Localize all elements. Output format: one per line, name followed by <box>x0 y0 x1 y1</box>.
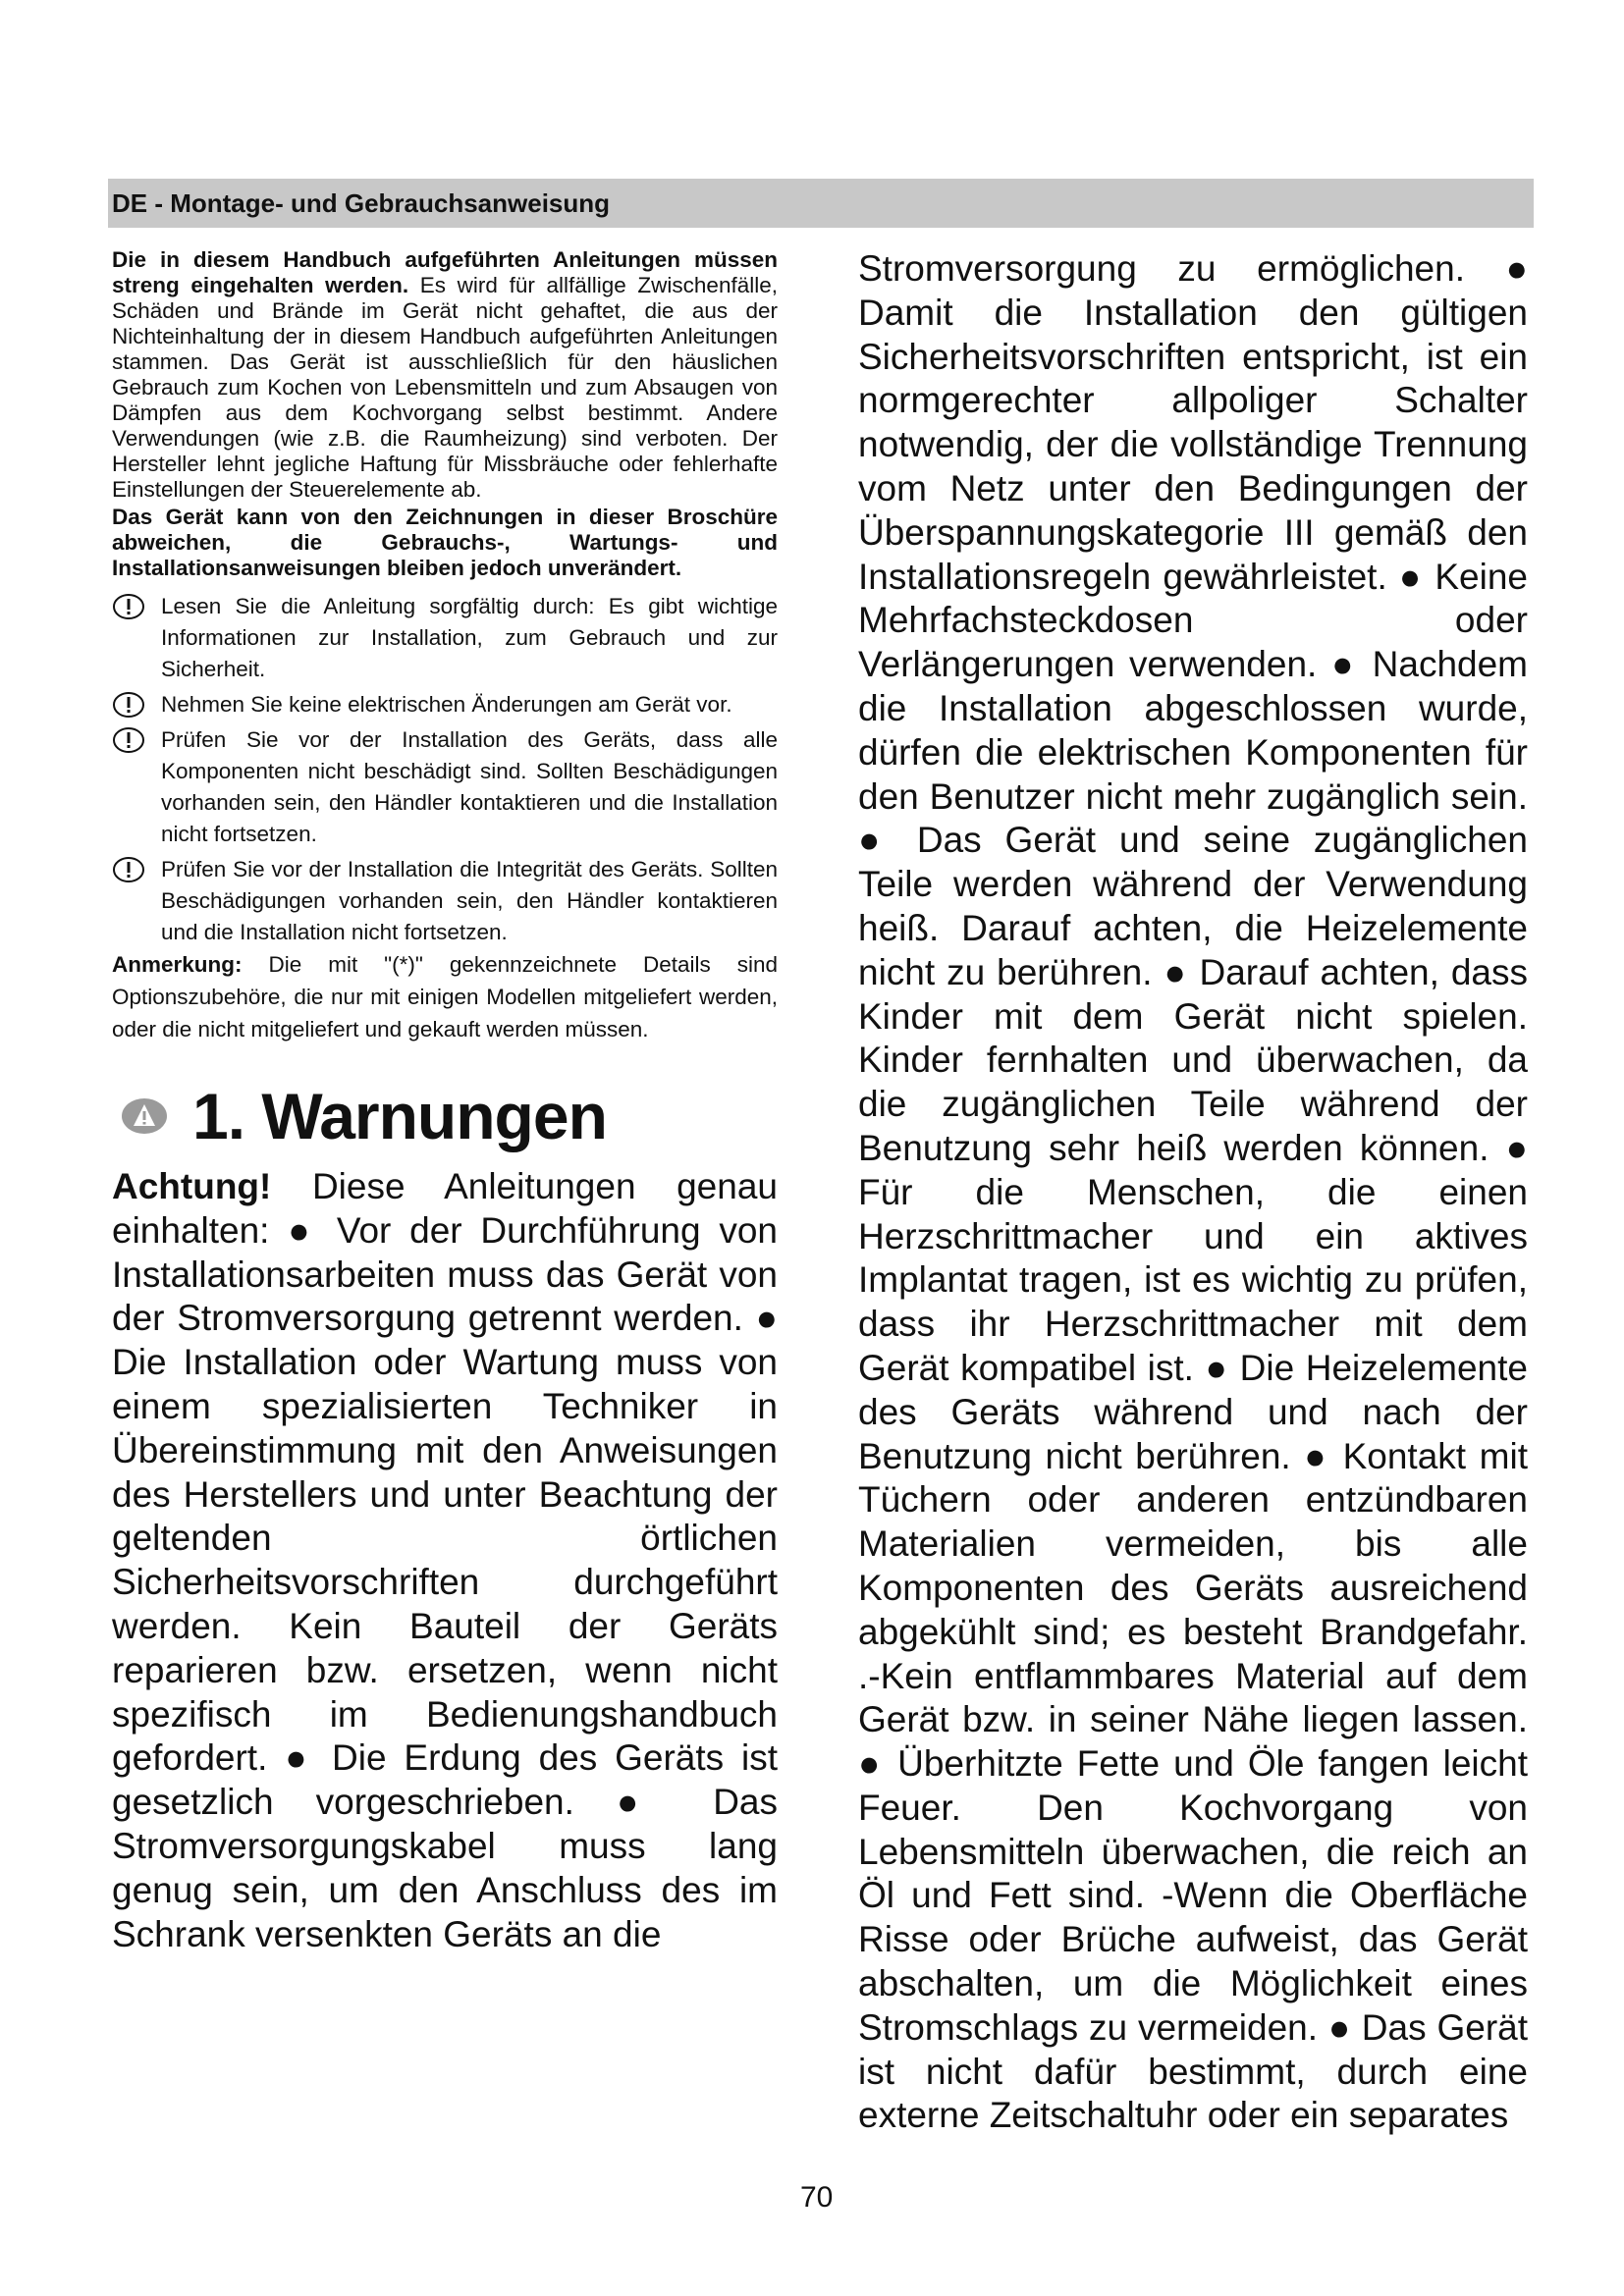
warnings-label: Achtung! <box>112 1166 272 1206</box>
header-title: DE - Montage- und Gebrauchsanweisung <box>112 188 611 218</box>
warnings-text-right: Stromversorgung zu ermöglichen. ● Damit die Installation den gültigen Sicherheitsvorschriften entspricht, ist ein normgerechter allpoliger Schalter notwendig, der die vollständige Trennung vom Netz unter den Bedingungen der Überspannungskategorie III gemäß den Installationsregeln gewährleistet. ● Keine Mehrfachsteckdosen oder Verlängerungen verwenden. ● Nachdem die Installation abgeschlossen wurde, dürfen die elektrischen Komponenten für den Benutzer nicht mehr zugänglich sein. ● Das Gerät und seine zugänglichen Teile werden während der Verwendung heiß. Darauf achten, die Heizelemente nicht zu berühren. ● Darauf achten, dass Kinder mit dem Gerät nicht spielen. Kinder fernhalten und überwachen, da die zugänglichen Teile während der Benutzung sehr heiß werden können. ● Für die Menschen, die einen Herzschrittmacher und ein aktives Implantat tragen, ist es wichtig zu prüfen, dass ihr Herzschrittmacher mit dem Gerät kompatibel ist. ● Die Heizelemente des Geräts während und nach der Benutzung nicht berühren. ● Kontakt mit Tüchern oder anderen entzündbaren Materialien vermeiden, bis alle Komponenten des Geräts ausreichend abgekühlt sind; es besteht Brandgefahr. .-Kein entflammbares Material auf dem Gerät bzw. in seiner Nähe liegen lassen. ● Überhitzte Fette und Öle fangen leicht Feuer. Den Kochvorgang von Lebensmitteln überwachen, die reich an Öl und Fett sind. -Wenn die Oberfläche Risse oder Brüche aufweist, das Gerät abschalten, um die Möglichkeit eines Stromschlags zu vermeiden. ● Das Gerät ist nicht dafür bestimmt, durch eine externe Zeitschaltuhr oder ein separates <box>858 248 1528 2136</box>
info-warning-icon <box>112 691 145 719</box>
page-number: 70 <box>800 2181 834 2214</box>
section-header-bar <box>108 179 1534 228</box>
warning-item <box>112 724 778 850</box>
note-text: Die mit "(*)" gekennzeichnete Details sind Optionszubehöre, die nur mit einigen Modellen mitgeliefert werden, oder die nicht mitgeliefert und gekauft werden müssen. <box>112 952 778 1041</box>
drawing-disclaimer <box>112 505 778 581</box>
note-label: Anmerkung: <box>112 952 243 977</box>
warning-list <box>112 591 778 948</box>
warning-text: Nehmen Sie keine elektrischen Änderungen am Gerät vor. <box>161 692 732 717</box>
intro-bold-end: Das Gerät kann von den Zeichnungen in dieser Broschüre abweichen, die Gebrauchs-, Wartungs- und Installationsanweisungen bleiben jedoch unverändert. <box>112 505 778 580</box>
section-heading <box>112 1067 778 1165</box>
info-warning-icon <box>112 856 145 883</box>
alert-triangle-icon <box>120 1096 169 1136</box>
intro-paragraph <box>112 247 778 503</box>
section-title: 1. Warnungen <box>192 1080 607 1152</box>
warning-item <box>112 689 778 721</box>
right-column <box>858 247 1528 2138</box>
info-warning-icon <box>112 726 145 754</box>
warning-text: Prüfen Sie vor der Installation des Geräts, dass alle Komponenten nicht beschädigt sind. Sollten Beschädigungen vorhanden sein, den Händler kontaktieren und die Installation nicht fortsetzen. <box>161 727 778 846</box>
warning-item <box>112 854 778 948</box>
warnings-body-right <box>858 247 1528 2138</box>
info-warning-icon <box>112 593 145 620</box>
warnings-text-left: Diese Anleitungen genau einhalten: ● Vor der Durchführung von Installationsarbeiten muss das Gerät von der Stromversorgung getrennt werden. ● Die Installation oder Wartung muss von einem spezialisierten Techniker in Übereinstimmung mit den Anweisungen des Herstellers und unter Beachtung der geltenden örtlichen Sicherheitsvorschriften durchgeführt werden. Kein Bauteil der Geräts reparieren bzw. ersetzen, wenn nicht spezifisch im Bedienungshandbuch gefordert. ● Die Erdung des Geräts ist gesetzlich vorgeschrieben. ● Das Stromversorgungskabel muss lang genug sein, um den Anschluss des im Schrank versenkten Geräts an die <box>112 1166 778 1954</box>
intro-bold-start: Die in diesem Handbuch aufgeführten Anleitungen müssen streng eingehalten werden. <box>112 247 778 297</box>
warning-text: Prüfen Sie vor der Installation die Integrität des Geräts. Sollten Beschädigungen vorhanden sein, den Händler kontaktieren und die Installation nicht fortsetzen. <box>161 857 778 944</box>
left-column <box>112 247 778 1956</box>
warning-text: Lesen Sie die Anleitung sorgfältig durch: Es gibt wichtige Informationen zur Installation, zum Gebrauch und zur Sicherheit. <box>161 594 778 681</box>
warning-item <box>112 591 778 685</box>
warnings-body-left <box>112 1165 778 1956</box>
intro-text: Es wird für allfällige Zwischenfälle, Schäden und Brände im Gerät nicht gehaftet, die aus der Nichteinhaltung der in diesem Handbuch aufgeführten Anleitungen stammen. Das Gerät ist ausschließlich für den häuslichen Gebrauch zum Kochen von Lebensmitteln und zum Absaugen von Dämpfen aus dem Kochvorgang selbst bestimmt. Andere Verwendungen (wie z.B. die Raumheizung) sind verboten. Der Hersteller lehnt jegliche Haftung für Missbräuche oder fehlerhafte Einstellungen der Steuerelemente ab. <box>112 273 778 502</box>
note-paragraph <box>112 948 778 1045</box>
